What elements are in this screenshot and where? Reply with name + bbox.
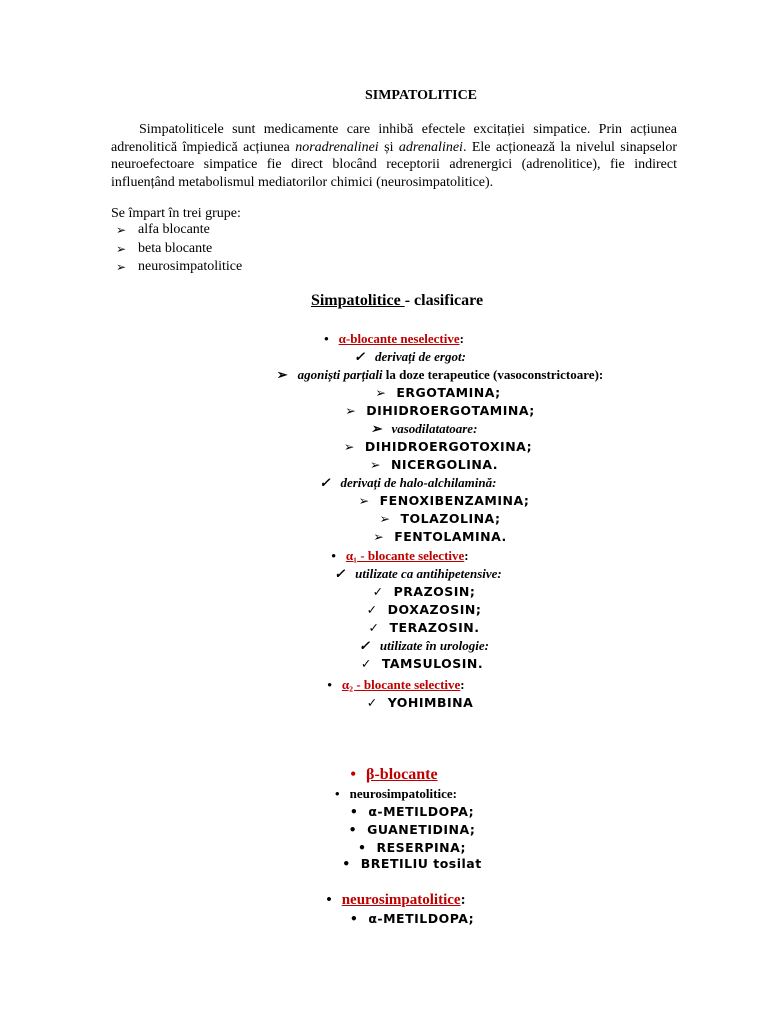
check-icon: ✓ <box>368 620 380 635</box>
drug-doxazosin: ✓ DOXAZOSIN; <box>366 602 482 617</box>
drug-bretiliu: • BRETILIU tosilat <box>342 856 482 871</box>
antihypertensive-subgroup: ✓ utilizate ca antihipetensive: <box>334 566 502 581</box>
bullet-icon: • <box>327 677 332 692</box>
bullet-icon: • <box>342 856 351 871</box>
groups-intro: Se împart în trei grupe: <box>111 206 241 221</box>
arrow-bullet-icon: ➢ <box>370 421 382 436</box>
drug-ergotamina: ➢ ERGOTAMINA; <box>375 385 501 400</box>
drug-tamsulosin: ✓ TAMSULOSIN. <box>360 656 484 671</box>
list-item: ➢ alfa blocante <box>116 221 242 240</box>
arrow-bullet-icon: ➢ <box>276 367 288 382</box>
drug-yohimbina: ✓ YOHIMBINA <box>366 695 474 710</box>
arrow-bullet-icon: ➢ <box>379 511 391 526</box>
drug-reserpina: • RESERPINA; <box>357 840 466 855</box>
drug-nicergolina: ➢ NICERGOLINA. <box>369 457 499 472</box>
drug-metildopa-2: • α-METILDOPA; <box>349 911 475 926</box>
drug-tolazolina: ➢ TOLAZOLINA; <box>379 511 501 526</box>
check-icon: ✓ <box>360 656 372 671</box>
arrow-bullet-icon: ➢ <box>345 403 357 418</box>
alpha1-heading: • α₁ - blocante selective: <box>331 548 469 563</box>
alpha2-heading: • α₂ - blocante selective: <box>327 677 465 692</box>
arrow-bullet-icon: ➢ <box>375 385 387 400</box>
urology-subgroup: ✓ utilizate în urologie: <box>359 638 489 653</box>
groups-list <box>116 221 242 277</box>
beta-heading: • β-blocante <box>350 766 438 783</box>
check-icon: ✓ <box>372 584 384 599</box>
bullet-icon: • <box>349 911 359 926</box>
arrow-bullet-icon: ➢ <box>358 493 370 508</box>
check-icon: ✓ <box>359 638 370 653</box>
arrow-bullet-icon: ➢ <box>116 241 127 256</box>
list-item: ➢ beta blocante <box>116 240 242 259</box>
neuro-label: • neurosimpatolitice: <box>335 786 457 801</box>
arrow-bullet-icon: ➢ <box>343 439 355 454</box>
drug-dihidroergotamina: ➢ DIHIDROERGOTAMINA; <box>345 403 535 418</box>
bullet-icon: • <box>350 766 357 783</box>
check-icon: ✓ <box>366 602 378 617</box>
list-item: ➢ neurosimpatolitice <box>116 258 242 277</box>
check-icon: ✓ <box>366 695 378 710</box>
arrow-bullet-icon: ➢ <box>373 529 385 544</box>
bullet-icon: • <box>357 840 367 855</box>
doc-title: SIMPATOLITICE <box>364 88 478 103</box>
arrow-bullet-icon: ➢ <box>116 260 127 274</box>
ergot-derivatives: ✓ derivați de ergot: <box>354 349 466 364</box>
vasodilator-subgroup: ➢ vasodilatatoare: <box>370 421 478 436</box>
bullet-icon: • <box>326 892 332 908</box>
bullet-icon: • <box>335 786 340 801</box>
drug-terazosin: ✓ TERAZOSIN. <box>368 620 480 635</box>
arrow-bullet-icon: ➢ <box>369 457 381 472</box>
section-title: Simpatolitice - clasificare <box>310 292 484 309</box>
check-icon: ✓ <box>319 475 331 490</box>
drug-fenoxibenzamina: ➢ FENOXIBENZAMINA; <box>358 493 530 508</box>
bullet-icon: • <box>348 822 358 837</box>
agonists-line: ➢ agoniști parțiali la doze terapeutice (vasoconstrictoare): <box>276 367 604 382</box>
bullet-icon: • <box>349 804 359 819</box>
arrow-bullet-icon: ➢ <box>116 223 127 237</box>
drug-metildopa: • α-METILDOPA; <box>349 804 475 819</box>
bullet-icon: • <box>324 331 329 346</box>
bullet-icon: • <box>331 548 336 563</box>
check-icon: ✓ <box>334 566 346 581</box>
drug-dihidroergotoxina: ➢ DIHIDROERGOTOXINA; <box>343 439 533 454</box>
intro-paragraph: Simpatoliticele sunt medicamente care inhibă efectele excitației simpatice. Prin acțiunea adrenolitică împiedică acțiunea noradrenalinei și adrenalinei. Ele acționează la nivelul sinapselor neuroefectoare simpatice fie direct blocând receptorii adrenergici (adrenolitice), fie indirect influențând metabolismul mediatorilor chimici (neurosimpatolitice). <box>111 122 678 190</box>
halo-derivatives: ✓ derivați de halo-alchilamină: <box>319 475 497 490</box>
neuro-heading: • neurosimpatolitice: <box>326 892 466 908</box>
drug-prazosin: ✓ PRAZOSIN; <box>372 584 476 599</box>
check-icon: ✓ <box>354 349 365 364</box>
drug-guanetidina: • GUANETIDINA; <box>348 822 476 837</box>
drug-fentolamina: ➢ FENTOLAMINA. <box>373 529 507 544</box>
alpha-nonselective-heading: • α-blocante neselective: <box>324 331 464 346</box>
